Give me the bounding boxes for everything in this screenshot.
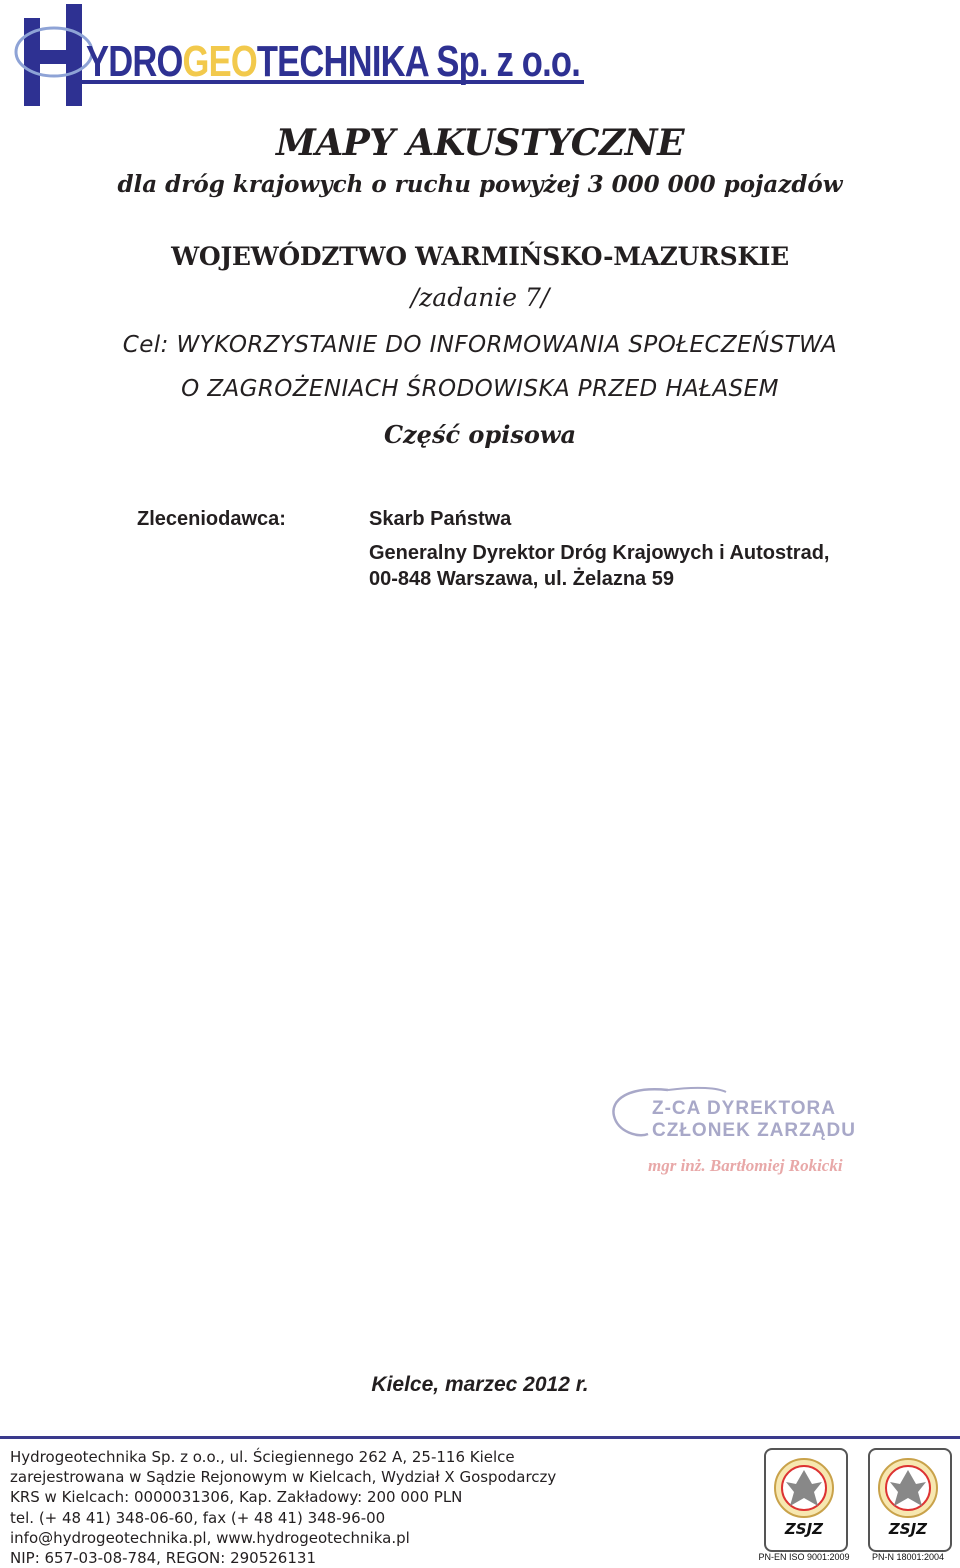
certificate-standard: PN-N 18001:2004	[871, 1552, 945, 1562]
footer-company-info	[10, 1447, 556, 1568]
client-label: Zleceniodawca:	[137, 508, 286, 530]
footer-line: tel. (+ 48 41) 348-06-60, fax (+ 48 41) 348-96-00	[10, 1508, 386, 1527]
footer-line: Hydrogeotechnika Sp. z o.o., ul. Ściegiennego 262 A, 25-116 Kielce	[10, 1448, 515, 1466]
footer-line: zarejestrowana w Sądzie Rejonowym w Kielcach, Wydział X Gospodarczy	[10, 1468, 557, 1487]
goal-line-2: O ZAGROŻENIACH ŚRODOWISKA PRZED HAŁASEM	[181, 376, 779, 402]
eagle-emblem-icon	[876, 1456, 940, 1520]
eagle-emblem-icon	[772, 1456, 836, 1520]
certificate-standard: PN-EN ISO 9001:2009	[758, 1552, 850, 1562]
client-name: Skarb Państwa	[369, 508, 512, 530]
document-title: MAPY AKUSTYCZNE	[275, 122, 685, 164]
footer-line: info@hydrogeotechnika.pl, www.hydrogeotechnika.pl	[10, 1528, 410, 1547]
stamp-title: Z-CA DYREKTORA	[652, 1098, 836, 1119]
certificate-mark: ZSJZ	[784, 1520, 824, 1538]
client-line-2: Generalny Dyrektor Dróg Krajowych i Autostrad,	[369, 542, 830, 564]
certificate-mark: ZSJZ	[888, 1520, 928, 1538]
footer-line: NIP: 657-03-08-784, REGON: 290526131	[10, 1549, 316, 1568]
task-number: /zadanie 7/	[410, 283, 550, 312]
company-logo	[14, 4, 669, 108]
logo-text-ydro: YDRO	[86, 37, 210, 86]
certificate-badge-pn18001	[862, 1446, 954, 1564]
region-heading: WOJEWÓDZTWO WARMIŃSKO-MAZURSKIE	[171, 242, 789, 271]
logo-text-geo: GEO	[182, 37, 278, 86]
stamp-subtitle: CZŁONEK ZARZĄDU	[652, 1120, 856, 1141]
client-address: 00-848 Warszawa, ul. Żelazna 59	[369, 568, 674, 590]
place-and-date: Kielce, marzec 2012 r.	[371, 1373, 589, 1396]
footer-divider	[0, 1436, 960, 1439]
footer-line: KRS w Kielcach: 0000031306, Kap. Zakładowy: 200 000 PLN	[10, 1488, 463, 1507]
document-subtitle: dla dróg krajowych o ruchu powyżej 3 000 000 pojazdów	[117, 171, 843, 198]
logo-text-technika: TECHNIKA Sp. z o.o.	[256, 37, 669, 86]
part-label: Część opisowa	[383, 420, 577, 449]
official-stamp	[608, 1082, 868, 1182]
stamp-signature: mgr inż. Bartłomiej Rokicki	[648, 1156, 843, 1175]
goal-line-1: Cel: WYKORZYSTANIE DO INFORMOWANIA SPOŁECZEŃSTWA	[122, 332, 838, 358]
certificate-badge-iso9001	[758, 1446, 850, 1564]
svg-text:YDROGEOTECHNIKA Sp. z o.o.	[86, 37, 669, 86]
